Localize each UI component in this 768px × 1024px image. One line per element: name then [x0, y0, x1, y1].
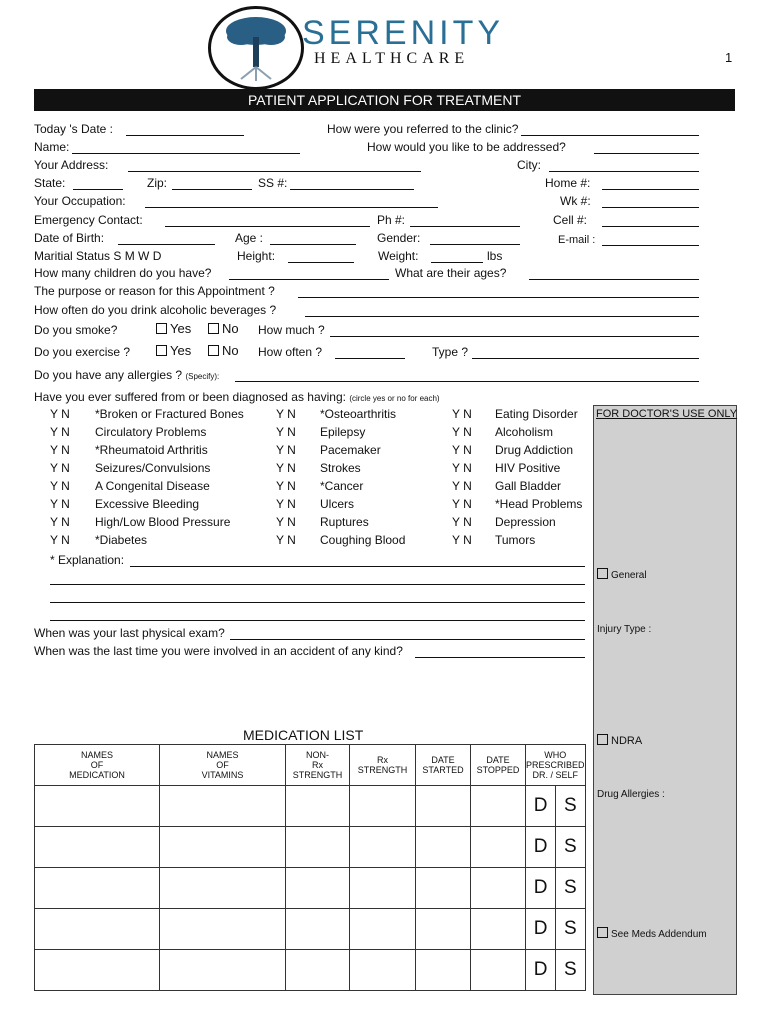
exercise-no[interactable]	[208, 344, 239, 358]
yes-no-choice[interactable]: Y N	[50, 515, 70, 529]
checkbox-icon	[156, 323, 167, 334]
yes-no-choice[interactable]: Y N	[50, 443, 70, 457]
yes-no-choice[interactable]: Y N	[452, 443, 472, 457]
physical-field[interactable]	[230, 627, 585, 640]
dob-label: Date of Birth:	[34, 231, 105, 245]
purpose-label: The purpose or reason for this Appointment ?	[34, 284, 275, 298]
city-label: City:	[517, 158, 541, 172]
name-label: Name:	[34, 140, 70, 154]
exercise-no-label: No	[222, 343, 239, 358]
yes-no-choice[interactable]: Y N	[452, 515, 472, 529]
referred-field[interactable]	[521, 123, 699, 136]
medication-column-header: DATE STARTED	[416, 745, 471, 786]
explanation-label: * Explanation:	[50, 553, 125, 567]
how-much-label: How much ?	[258, 323, 325, 337]
allergies-label	[34, 368, 219, 384]
yes-no-choice[interactable]: Y N	[50, 497, 70, 511]
medication-row	[35, 950, 586, 991]
checkbox-icon	[208, 323, 219, 334]
medication-cell[interactable]	[35, 868, 160, 909]
condition-label: Ulcers	[320, 497, 355, 511]
weight-field[interactable]	[431, 250, 483, 263]
checkbox-icon	[208, 345, 219, 356]
condition-label: Strokes	[320, 461, 361, 475]
prescribed-self-option[interactable]: S	[556, 786, 585, 827]
ages-label: What are their ages?	[395, 266, 507, 280]
yes-no-choice[interactable]: Y N	[452, 461, 472, 475]
lbs-label: lbs	[487, 249, 503, 263]
meds-addendum-option[interactable]	[597, 927, 707, 940]
circle-text: (circle yes or no for each)	[349, 394, 440, 403]
email-field[interactable]	[602, 233, 699, 246]
alcohol-label: How often do you drink alcoholic beverages ?	[34, 303, 277, 317]
condition-label: Epilepsy	[320, 425, 366, 439]
explanation-field-4[interactable]	[50, 608, 585, 621]
prescribed-self-option[interactable]: S	[556, 950, 585, 991]
medication-cell[interactable]	[35, 827, 160, 868]
emergency-label: Emergency Contact:	[34, 213, 143, 227]
prescribed-dr-option[interactable]: D	[526, 786, 556, 827]
yes-no-choice[interactable]: Y N	[276, 515, 296, 529]
medication-cell[interactable]	[350, 909, 416, 950]
prescribed-dr-option[interactable]: D	[526, 827, 556, 868]
medication-row	[35, 909, 586, 950]
yes-no-choice[interactable]: Y N	[276, 407, 296, 421]
age-field[interactable]	[270, 232, 356, 245]
condition-label: Tumors	[495, 533, 536, 547]
meds-addendum-label: See Meds Addendum	[611, 929, 707, 940]
medication-cell[interactable]	[35, 786, 160, 827]
medication-column-header: DATE STOPPED	[471, 745, 526, 786]
height-label: Height:	[237, 249, 276, 263]
medication-cell[interactable]	[286, 950, 350, 991]
explanation-field-1[interactable]	[130, 554, 585, 567]
medication-table	[34, 744, 586, 991]
exercise-yes-label: Yes	[170, 343, 192, 358]
ph-label: Ph #:	[377, 213, 406, 227]
exercise-label: Do you exercise ?	[34, 345, 131, 359]
medication-cell[interactable]	[416, 868, 471, 909]
medication-cell[interactable]	[416, 950, 471, 991]
yes-no-choice[interactable]: Y N	[50, 533, 70, 547]
condition-label: *Rheumatoid Arthritis	[95, 443, 208, 457]
weight-label: Weight:	[378, 249, 419, 263]
how-often-field[interactable]	[335, 346, 405, 359]
allergies-field[interactable]	[235, 369, 699, 382]
medication-title: MEDICATION LIST	[243, 727, 364, 743]
doctor-title: FOR DOCTOR'S USE ONLY	[596, 408, 738, 420]
condition-label: Ruptures	[320, 515, 369, 529]
medication-cell[interactable]	[160, 950, 286, 991]
smoke-no[interactable]	[208, 322, 239, 336]
yes-no-choice[interactable]: Y N	[276, 479, 296, 493]
yes-no-choice[interactable]: Y N	[276, 461, 296, 475]
condition-label: *Cancer	[320, 479, 364, 493]
medication-cell[interactable]	[286, 868, 350, 909]
medication-cell[interactable]	[160, 827, 286, 868]
prescribed-dr-option[interactable]: D	[526, 909, 556, 950]
medication-cell[interactable]	[471, 827, 526, 868]
type-field[interactable]	[472, 346, 699, 359]
medication-cell[interactable]	[416, 786, 471, 827]
home-label: Home #:	[545, 176, 591, 190]
medication-header-row	[35, 745, 586, 786]
condition-label: Excessive Bleeding	[95, 497, 200, 511]
medication-cell[interactable]	[160, 909, 286, 950]
medication-row	[35, 786, 586, 827]
height-field[interactable]	[288, 250, 354, 263]
medication-column-header: NON- Rx STRENGTH	[286, 745, 350, 786]
general-option[interactable]	[597, 568, 647, 581]
gender-field[interactable]	[430, 232, 520, 245]
drug-allergies-label: Drug Allergies :	[597, 789, 665, 800]
general-label: General	[611, 570, 647, 581]
marital-label: Maritial Status S M W D	[34, 249, 162, 263]
purpose-field[interactable]	[298, 285, 699, 298]
page-title: PATIENT APPLICATION FOR TREATMENT	[34, 89, 735, 111]
addressed-field[interactable]	[594, 141, 699, 154]
yes-no-choice[interactable]: Y N	[452, 407, 472, 421]
medication-row	[35, 868, 586, 909]
condition-label: Coughing Blood	[320, 533, 406, 547]
ndra-label: NDRA	[611, 735, 643, 747]
emergency-field[interactable]	[165, 214, 370, 227]
suffered-label	[34, 390, 440, 406]
children-label: How many children do you have?	[34, 266, 212, 280]
medication-cell[interactable]	[350, 950, 416, 991]
explanation-field-2[interactable]	[50, 572, 585, 585]
yes-no-choice[interactable]: Y N	[452, 479, 472, 493]
specify-text: (Specify):	[185, 372, 220, 381]
yes-no-choice[interactable]: Y N	[452, 533, 472, 547]
yes-no-choice[interactable]: Y N	[452, 425, 472, 439]
wk-field[interactable]	[602, 195, 699, 208]
condition-label: Pacemaker	[320, 443, 381, 457]
condition-label: *Broken or Fractured Bones	[95, 407, 244, 421]
condition-label: HIV Positive	[495, 461, 561, 475]
cell-field[interactable]	[602, 214, 699, 227]
occupation-field[interactable]	[145, 195, 438, 208]
medication-column-header: NAMES OF VITAMINS	[160, 745, 286, 786]
brand-sub: HEALTHCARE	[314, 50, 470, 67]
medication-cell[interactable]	[35, 909, 160, 950]
prescribed-dr-option[interactable]: D	[526, 950, 556, 991]
checkbox-icon	[597, 568, 608, 579]
address-label: Your Address:	[34, 158, 109, 172]
email-label: E-mail :	[558, 234, 596, 246]
ages-field[interactable]	[529, 267, 699, 280]
checkbox-icon	[156, 345, 167, 356]
page-number: 1	[725, 50, 733, 65]
condition-label: Circulatory Problems	[95, 425, 207, 439]
state-label: State:	[34, 176, 66, 190]
name-field[interactable]	[72, 141, 300, 154]
condition-label: *Osteoarthritis	[320, 407, 397, 421]
condition-label: Drug Addiction	[495, 443, 574, 457]
medication-cell[interactable]	[471, 786, 526, 827]
type-label: Type ?	[432, 345, 469, 359]
occupation-label: Your Occupation:	[34, 194, 126, 208]
medication-cell[interactable]	[160, 868, 286, 909]
condition-label: *Head Problems	[495, 497, 583, 511]
ss-label: SS #:	[258, 176, 288, 190]
medication-cell[interactable]	[416, 909, 471, 950]
accident-field[interactable]	[415, 645, 585, 658]
prescribed-self-option[interactable]: S	[556, 827, 585, 868]
condition-label: High/Low Blood Pressure	[95, 515, 231, 529]
yes-no-choice[interactable]: Y N	[50, 461, 70, 475]
condition-label: Eating Disorder	[495, 407, 578, 421]
medication-cell[interactable]	[471, 950, 526, 991]
alcohol-field[interactable]	[305, 304, 699, 317]
gender-label: Gender:	[377, 231, 421, 245]
checkbox-icon	[597, 734, 608, 745]
prescribed-dr-option[interactable]: D	[526, 868, 556, 909]
ph-field[interactable]	[410, 214, 520, 227]
yes-no-choice[interactable]: Y N	[276, 425, 296, 439]
medication-cell[interactable]	[160, 786, 286, 827]
medication-column-header: WHO PRESCRIBED DR. / SELF	[526, 745, 586, 786]
city-field[interactable]	[549, 159, 699, 172]
accident-label: When was the last time you were involved in an accident of any kind?	[34, 644, 403, 658]
prescribed-self-option[interactable]: S	[556, 868, 585, 909]
state-field[interactable]	[73, 177, 123, 190]
condition-label: Alcoholism	[495, 425, 554, 439]
how-much-field[interactable]	[330, 324, 699, 337]
checkbox-icon	[597, 927, 608, 938]
doctor-use-box	[593, 405, 737, 995]
home-field[interactable]	[602, 177, 699, 190]
todays-date-label: Today 's Date :	[34, 122, 113, 136]
injury-type-label: Injury Type :	[597, 624, 652, 635]
zip-field[interactable]	[172, 177, 252, 190]
cell-label: Cell #:	[553, 213, 588, 227]
yes-no-choice[interactable]: Y N	[452, 497, 472, 511]
condition-label: A Congenital Disease	[95, 479, 210, 493]
smoke-no-label: No	[222, 321, 239, 336]
referred-label: How were you referred to the clinic?	[327, 122, 519, 136]
medication-cell[interactable]	[350, 786, 416, 827]
medication-cell[interactable]	[471, 909, 526, 950]
brand-name: SERENITY	[302, 14, 505, 52]
yes-no-choice[interactable]: Y N	[276, 443, 296, 457]
yes-no-choice[interactable]: Y N	[50, 425, 70, 439]
prescribed-self-option[interactable]: S	[556, 909, 585, 950]
yes-no-choice[interactable]: Y N	[276, 533, 296, 547]
condition-label: *Diabetes	[95, 533, 148, 547]
physical-label: When was your last physical exam?	[34, 626, 225, 640]
medication-column-header: Rx STRENGTH	[350, 745, 416, 786]
how-often-label: How often ?	[258, 345, 323, 359]
ndra-option[interactable]	[597, 734, 642, 747]
zip-label: Zip:	[147, 176, 168, 190]
smoke-yes[interactable]	[156, 322, 191, 336]
medication-cell[interactable]	[416, 827, 471, 868]
wk-label: Wk #:	[560, 194, 591, 208]
medication-row	[35, 827, 586, 868]
medication-cell[interactable]	[350, 868, 416, 909]
condition-label: Seizures/Convulsions	[95, 461, 211, 475]
tree-icon	[211, 9, 301, 87]
condition-label: Depression	[495, 515, 556, 529]
smoke-label: Do you smoke?	[34, 323, 118, 337]
medication-cell[interactable]	[471, 868, 526, 909]
medication-cell[interactable]	[286, 786, 350, 827]
suffered-text: Have you ever suffered from or been diagnosed as having:	[34, 390, 346, 404]
smoke-yes-label: Yes	[170, 321, 192, 336]
exercise-yes[interactable]	[156, 344, 191, 358]
yes-no-choice[interactable]: Y N	[276, 497, 296, 511]
ss-field[interactable]	[290, 177, 414, 190]
medication-column-header: NAMES OF MEDICATION	[35, 745, 160, 786]
addressed-label: How would you like to be addressed?	[367, 140, 566, 154]
yes-no-choice[interactable]: Y N	[50, 407, 70, 421]
logo	[208, 6, 304, 90]
medication-cell[interactable]	[286, 827, 350, 868]
todays-date-field[interactable]	[126, 123, 244, 136]
medication-cell[interactable]	[286, 909, 350, 950]
medication-cell[interactable]	[350, 827, 416, 868]
explanation-field-3[interactable]	[50, 590, 585, 603]
dob-field[interactable]	[118, 232, 215, 245]
age-label: Age :	[235, 231, 264, 245]
address-field[interactable]	[128, 159, 421, 172]
allergies-text: Do you have any allergies ?	[34, 368, 183, 382]
children-field[interactable]	[229, 267, 389, 280]
condition-label: Gall Bladder	[495, 479, 562, 493]
yes-no-choice[interactable]: Y N	[50, 479, 70, 493]
medication-cell[interactable]	[35, 950, 160, 991]
